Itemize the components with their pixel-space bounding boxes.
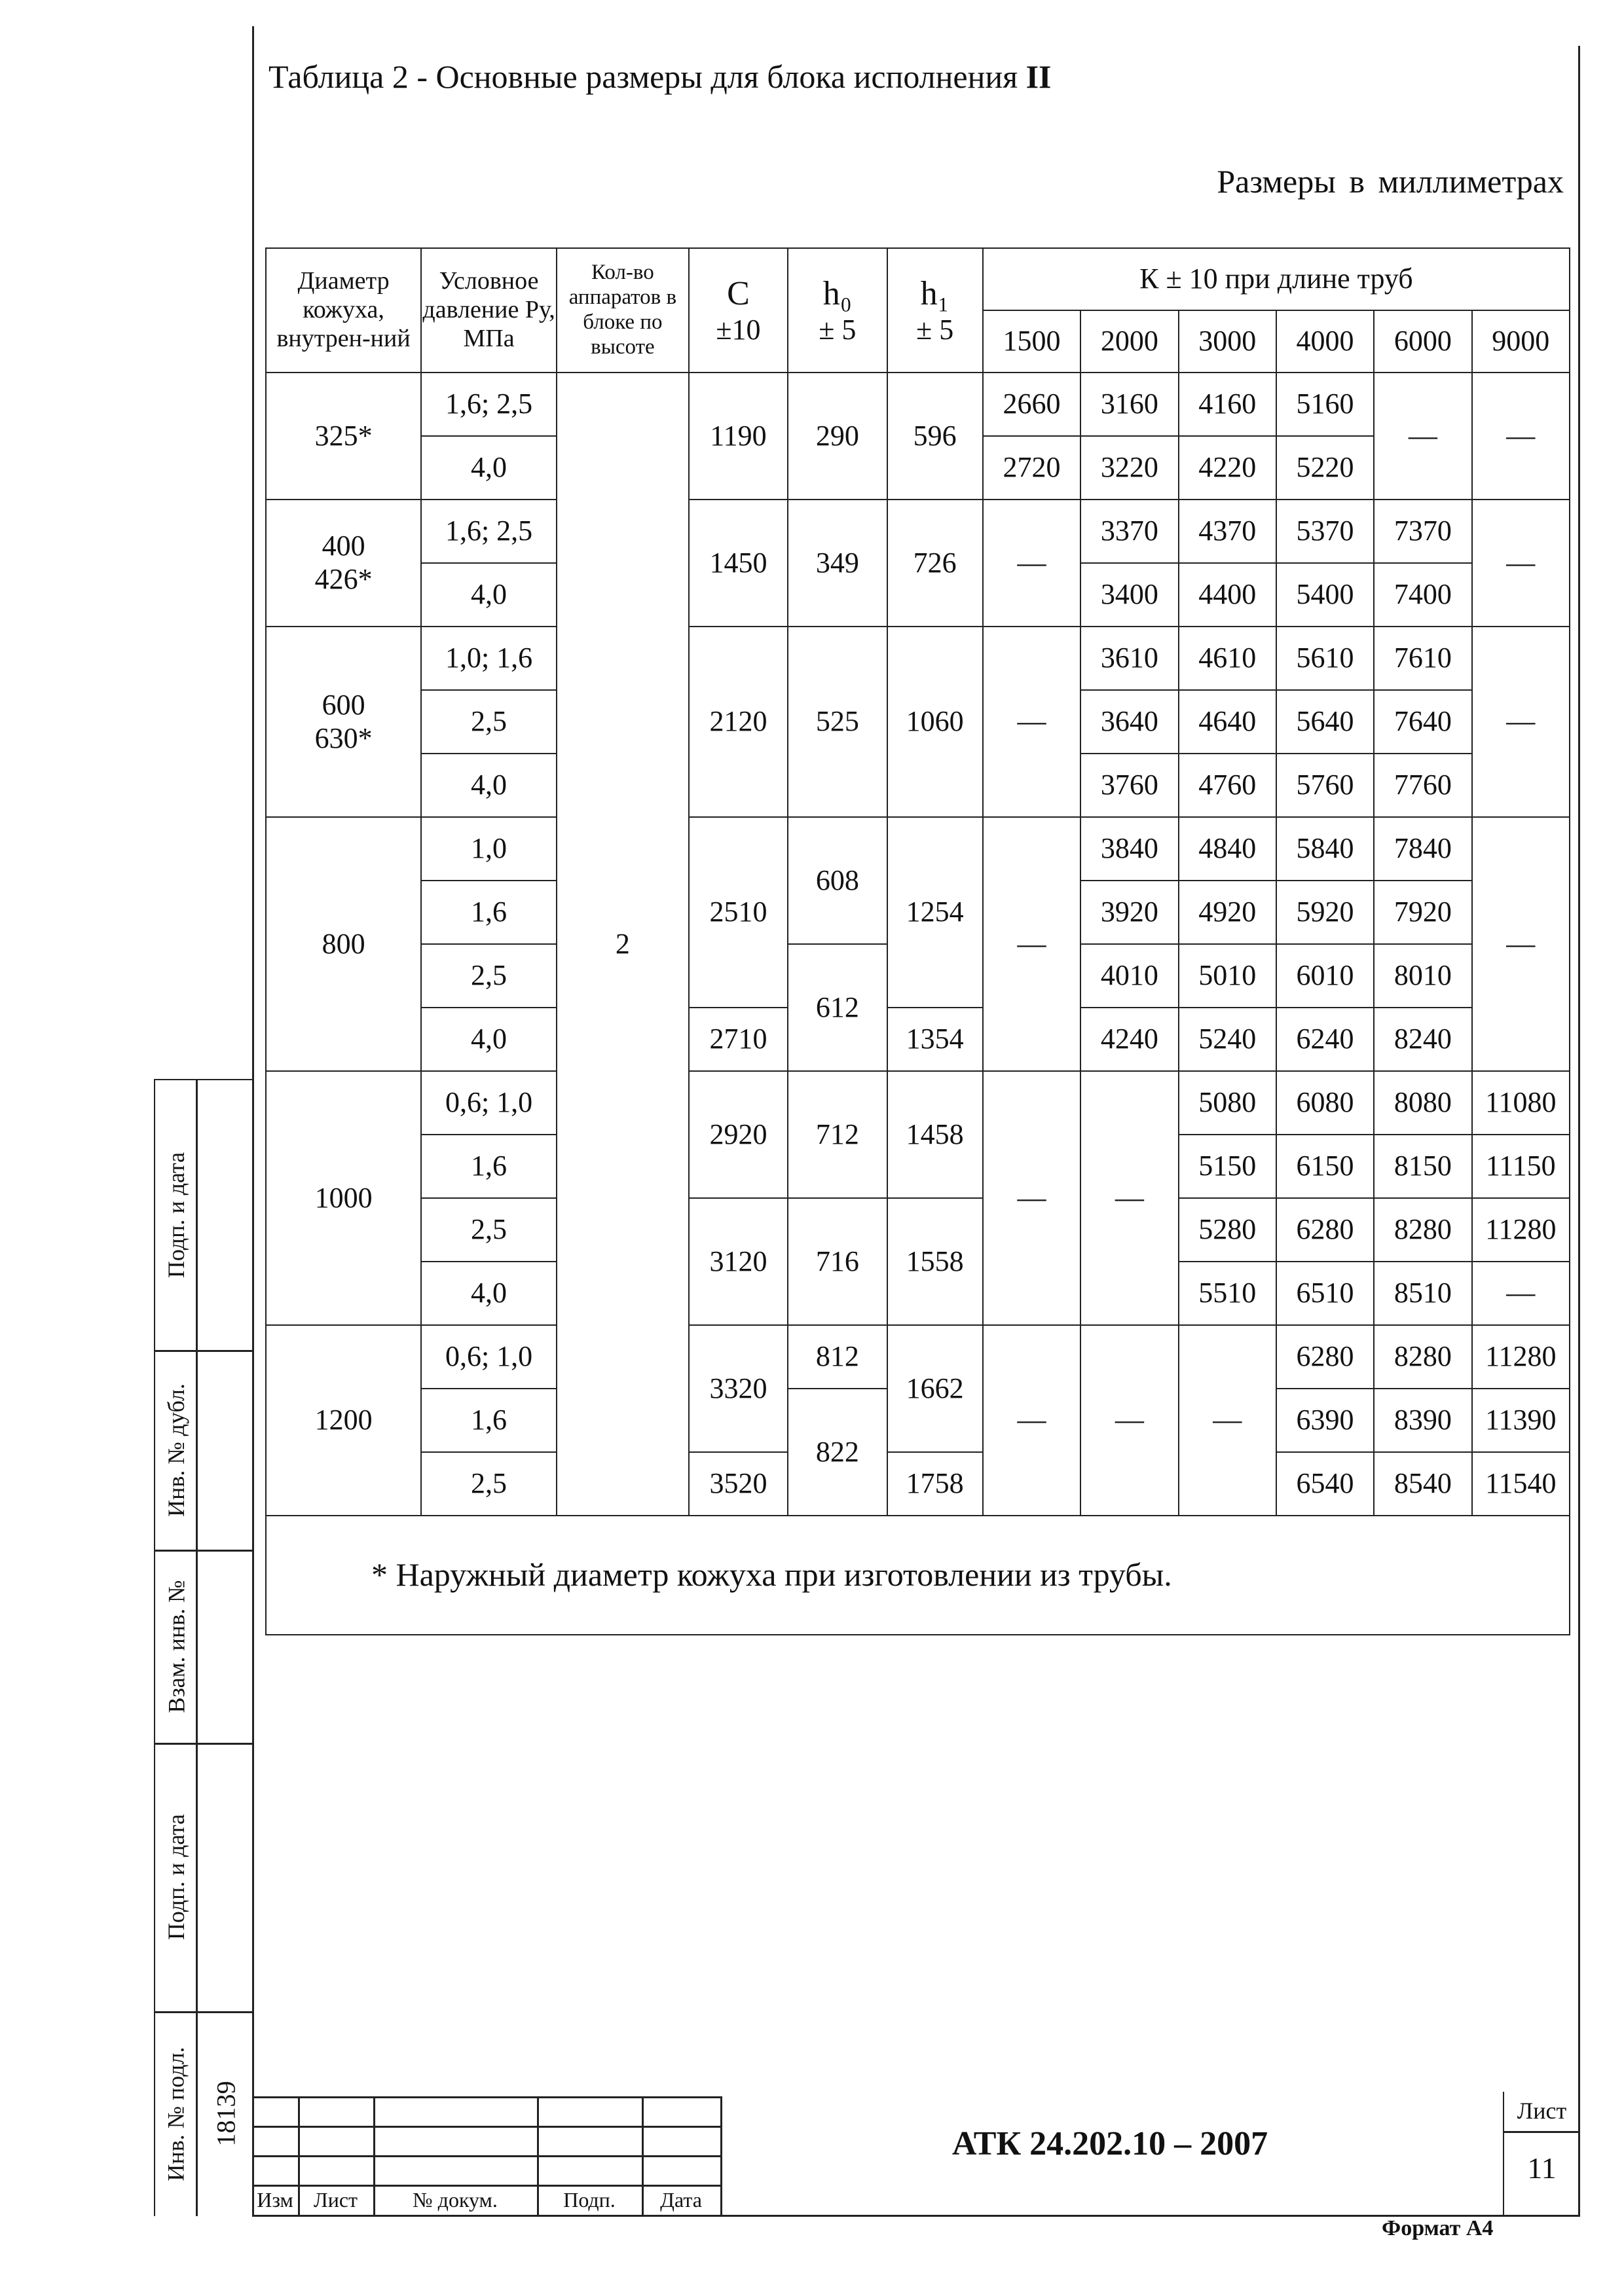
cell-k: 6280 [1276,1325,1374,1389]
sheet-box [1503,2092,1579,2215]
cell-pressure: 4,0 [421,436,557,500]
cell-k: 5080 [1179,1071,1276,1135]
cell-k-dash: — [983,500,1080,627]
stamp-col-date: Дата [660,2188,702,2212]
cell-h1: 1662 [887,1325,983,1452]
cell-k: 3610 [1080,627,1178,690]
cell-k: 3370 [1080,500,1178,563]
paper-format: Формат А4 [1382,2216,1494,2240]
cell-k: 5840 [1276,817,1374,881]
cell-k: 11150 [1472,1135,1570,1198]
cell-k: 6390 [1276,1389,1374,1452]
document-code: АТК 24.202.10 – 2007 [951,2125,1268,2162]
cell-k: 5220 [1276,436,1374,500]
header-length: 2000 [1080,310,1178,373]
table-row [266,1325,1570,1389]
cell-c: 1190 [689,373,788,500]
cell-diameter: 325* [266,373,421,500]
cell-k: 4240 [1080,1008,1178,1071]
header-h0-label: h₀ [822,274,852,312]
cell-k-dash: — [1472,627,1570,817]
cell-pressure: 2,5 [421,1452,557,1516]
cell-c: 2120 [689,627,788,817]
cell-h1: 1254 [887,817,983,1008]
cell-k-dash: — [1179,1325,1276,1516]
cell-pressure: 2,5 [421,1198,557,1262]
cell-c: 3320 [689,1325,788,1452]
cell-h1: 1558 [887,1198,983,1325]
cell-diameter [266,627,421,817]
cell-k-dash: — [983,1071,1080,1325]
cell-k: 7760 [1374,754,1471,817]
cell-k: — [1472,1262,1570,1325]
cell-k: 4840 [1179,817,1276,881]
cell-h1: 1060 [887,627,983,817]
cell-pressure: 1,6; 2,5 [421,500,557,563]
table-row [266,1198,1570,1262]
cell-k: 6080 [1276,1071,1374,1135]
cell-k-dash: — [1472,373,1570,500]
stamp-col-list: Лист [313,2188,358,2212]
cell-h0: 608 [788,817,887,944]
header-c-tolerance: ±10 [716,313,761,346]
cell-c: 3520 [689,1452,788,1516]
table-row [266,817,1570,881]
stamp-col-sign: Подп. [563,2188,616,2212]
header-count: Кол-во аппаратов в блоке по высоте [557,248,689,373]
cell-k: 11540 [1472,1452,1570,1516]
cell-k: 5010 [1179,944,1276,1008]
cell-k: 4610 [1179,627,1276,690]
cell-k: 6010 [1276,944,1374,1008]
footnote: * Наружный диаметр кожуха при изготовлении из трубы. [266,1516,1570,1635]
cell-k: 8540 [1374,1452,1471,1516]
cell-k: 3920 [1080,881,1178,944]
stamp-col-izm: Изм [257,2188,293,2212]
table-row [266,1452,1570,1516]
cell-k: 3400 [1080,563,1178,627]
cell-k: 8150 [1374,1135,1471,1198]
title-block-grid [252,2096,720,2215]
cell-h1: 596 [887,373,983,500]
cell-pressure: 1,6 [421,1135,557,1198]
sidebar-label: Инв. № подл. [163,2046,189,2181]
cell-diameter-line: 426* [314,563,373,595]
cell-c: 3120 [689,1198,788,1325]
cell-k: 6510 [1276,1262,1374,1325]
grid-line [252,2185,720,2187]
cell-diameter: 800 [266,817,421,1071]
cell-k: 3640 [1080,690,1178,754]
cell-k: 6280 [1276,1198,1374,1262]
cell-k: 7920 [1374,881,1471,944]
cell-k: 5510 [1179,1262,1276,1325]
cell-diameter-line: 600 [322,688,365,721]
cell-k: 2660 [983,373,1080,436]
cell-k-dash: — [1472,500,1570,627]
cell-k: 5150 [1179,1135,1276,1198]
cell-k: 4640 [1179,690,1276,754]
frame-bottom-border [252,2215,1580,2217]
cell-k: 11390 [1472,1389,1570,1452]
cell-k: 8010 [1374,944,1471,1008]
cell-k: 6150 [1276,1135,1374,1198]
cell-k: 6540 [1276,1452,1374,1516]
cell-pressure: 1,6; 2,5 [421,373,557,436]
cell-k-dash: — [983,627,1080,817]
cell-pressure: 4,0 [421,1262,557,1325]
cell-k: 5610 [1276,627,1374,690]
sidebar-label: Подп. и дата [163,1152,190,1279]
cell-k: 4160 [1179,373,1276,436]
cell-k: 8510 [1374,1262,1471,1325]
header-h0 [788,248,887,373]
cell-k: 7610 [1374,627,1471,690]
header-h1-tolerance: ± 5 [916,313,954,346]
header-row [266,248,1570,310]
units-caption: Размеры в миллиметрах [1217,163,1564,200]
cell-k: 3760 [1080,754,1178,817]
table-row [266,1008,1570,1071]
footnote-row [266,1516,1570,1635]
cell-k-dash: — [1374,373,1471,500]
cell-k: 7400 [1374,563,1471,627]
cell-c: 2710 [689,1008,788,1071]
cell-k: 7840 [1374,817,1471,881]
cell-k: 11080 [1472,1071,1570,1135]
left-stamp-sidebar [154,1079,253,2216]
cell-h0: 612 [788,944,887,1071]
cell-pressure: 2,5 [421,944,557,1008]
cell-k-dash: — [1472,817,1570,1071]
grid-line [252,2126,720,2128]
header-c-label: С [727,274,750,312]
cell-k: 3220 [1080,436,1178,500]
cell-pressure: 1,6 [421,881,557,944]
cell-c: 1450 [689,500,788,627]
grid-line [720,2096,722,2215]
cell-diameter: 1000 [266,1071,421,1325]
cell-k: 5400 [1276,563,1374,627]
cell-k: 2720 [983,436,1080,500]
cell-k: 5160 [1276,373,1374,436]
sidebar-label: Подп. и дата [163,1813,190,1941]
cell-h0: 712 [788,1071,887,1198]
cell-pressure: 4,0 [421,754,557,817]
dimensions-table [265,247,1570,1635]
cell-pressure: 2,5 [421,690,557,754]
cell-k: 3160 [1080,373,1178,436]
cell-pressure: 1,0; 1,6 [421,627,557,690]
inventory-number: 18139 [211,2081,241,2147]
cell-c: 2510 [689,817,788,1008]
cell-k: 8280 [1374,1325,1471,1389]
cell-k: 8240 [1374,1008,1471,1071]
cell-diameter [266,500,421,627]
table-row [266,500,1570,563]
cell-k: 8390 [1374,1389,1471,1452]
cell-h0: 290 [788,373,887,500]
header-length: 1500 [983,310,1080,373]
cell-k: 8280 [1374,1198,1471,1262]
cell-k-dash: — [983,1325,1080,1516]
sidebar-label: Взам. инв. № [163,1580,189,1713]
sidebar-divider [196,1080,198,2216]
cell-k: 5240 [1179,1008,1276,1071]
cell-k: 5760 [1276,754,1374,817]
title-roman: II [1025,58,1052,95]
cell-k: 11280 [1472,1325,1570,1389]
cell-h0: 349 [788,500,887,627]
cell-pressure: 1,0 [421,817,557,881]
header-length: 3000 [1179,310,1276,373]
cell-h1: 1458 [887,1071,983,1198]
cell-h1: 1354 [887,1008,983,1071]
cell-diameter: 1200 [266,1325,421,1516]
header-length: 9000 [1472,310,1570,373]
cell-pressure: 0,6; 1,0 [421,1325,557,1389]
cell-pressure: 0,6; 1,0 [421,1071,557,1135]
cell-k: 4370 [1179,500,1276,563]
header-length: 6000 [1374,310,1471,373]
cell-k: 11280 [1472,1198,1570,1262]
header-diameter: Диаметр кожуха, внутрен-ний [266,248,421,373]
table-row [266,373,1570,436]
cell-k: 8080 [1374,1071,1471,1135]
cell-k: 5640 [1276,690,1374,754]
cell-k: 4920 [1179,881,1276,944]
cell-k: 4010 [1080,944,1178,1008]
header-length: 4000 [1276,310,1374,373]
cell-k: 5280 [1179,1198,1276,1262]
cell-h1: 1758 [887,1452,983,1516]
cell-pressure: 1,6 [421,1389,557,1452]
grid-line [252,2096,720,2098]
cell-h1: 726 [887,500,983,627]
cell-k: 4400 [1179,563,1276,627]
sheet-divider [1504,2131,1579,2133]
cell-k: 4760 [1179,754,1276,817]
cell-h0: 716 [788,1198,887,1325]
cell-k: 6240 [1276,1008,1374,1071]
sheet-label: Лист [1517,2098,1567,2124]
cell-k: 5370 [1276,500,1374,563]
cell-diameter-line: 400 [322,530,365,562]
header-h0-tolerance: ± 5 [819,313,857,346]
table-title: Таблица 2 - Основные размеры для блока исполнения II [268,58,1052,95]
sheet-number: 11 [1527,2151,1557,2185]
cell-h0: 822 [788,1389,887,1516]
cell-k-dash: — [1080,1071,1178,1325]
stamp-col-doc: № докум. [413,2188,498,2212]
cell-count: 2 [557,373,689,1516]
table-row [266,1071,1570,1135]
cell-h0: 812 [788,1325,887,1389]
cell-k: 5920 [1276,881,1374,944]
header-h1-label: h₁ [920,274,950,312]
cell-pressure: 4,0 [421,1008,557,1071]
header-c [689,248,788,373]
table-row [266,627,1570,690]
header-k: К ± 10 при длине труб [983,248,1570,310]
frame-right-border [1578,46,1580,2216]
cell-c: 2920 [689,1071,788,1198]
cell-pressure: 4,0 [421,563,557,627]
grid-line [252,2155,720,2157]
header-h1 [887,248,983,373]
cell-diameter-line: 630* [314,721,373,754]
cell-k-dash: — [983,817,1080,1071]
cell-k: 3840 [1080,817,1178,881]
header-pressure: Условное давление Ру, МПа [421,248,557,373]
cell-k: 7640 [1374,690,1471,754]
sidebar-label: Инв. № дубл. [163,1383,189,1517]
cell-k: 7370 [1374,500,1471,563]
cell-k-dash: — [1080,1325,1178,1516]
cell-k: 4220 [1179,436,1276,500]
cell-h0: 525 [788,627,887,817]
